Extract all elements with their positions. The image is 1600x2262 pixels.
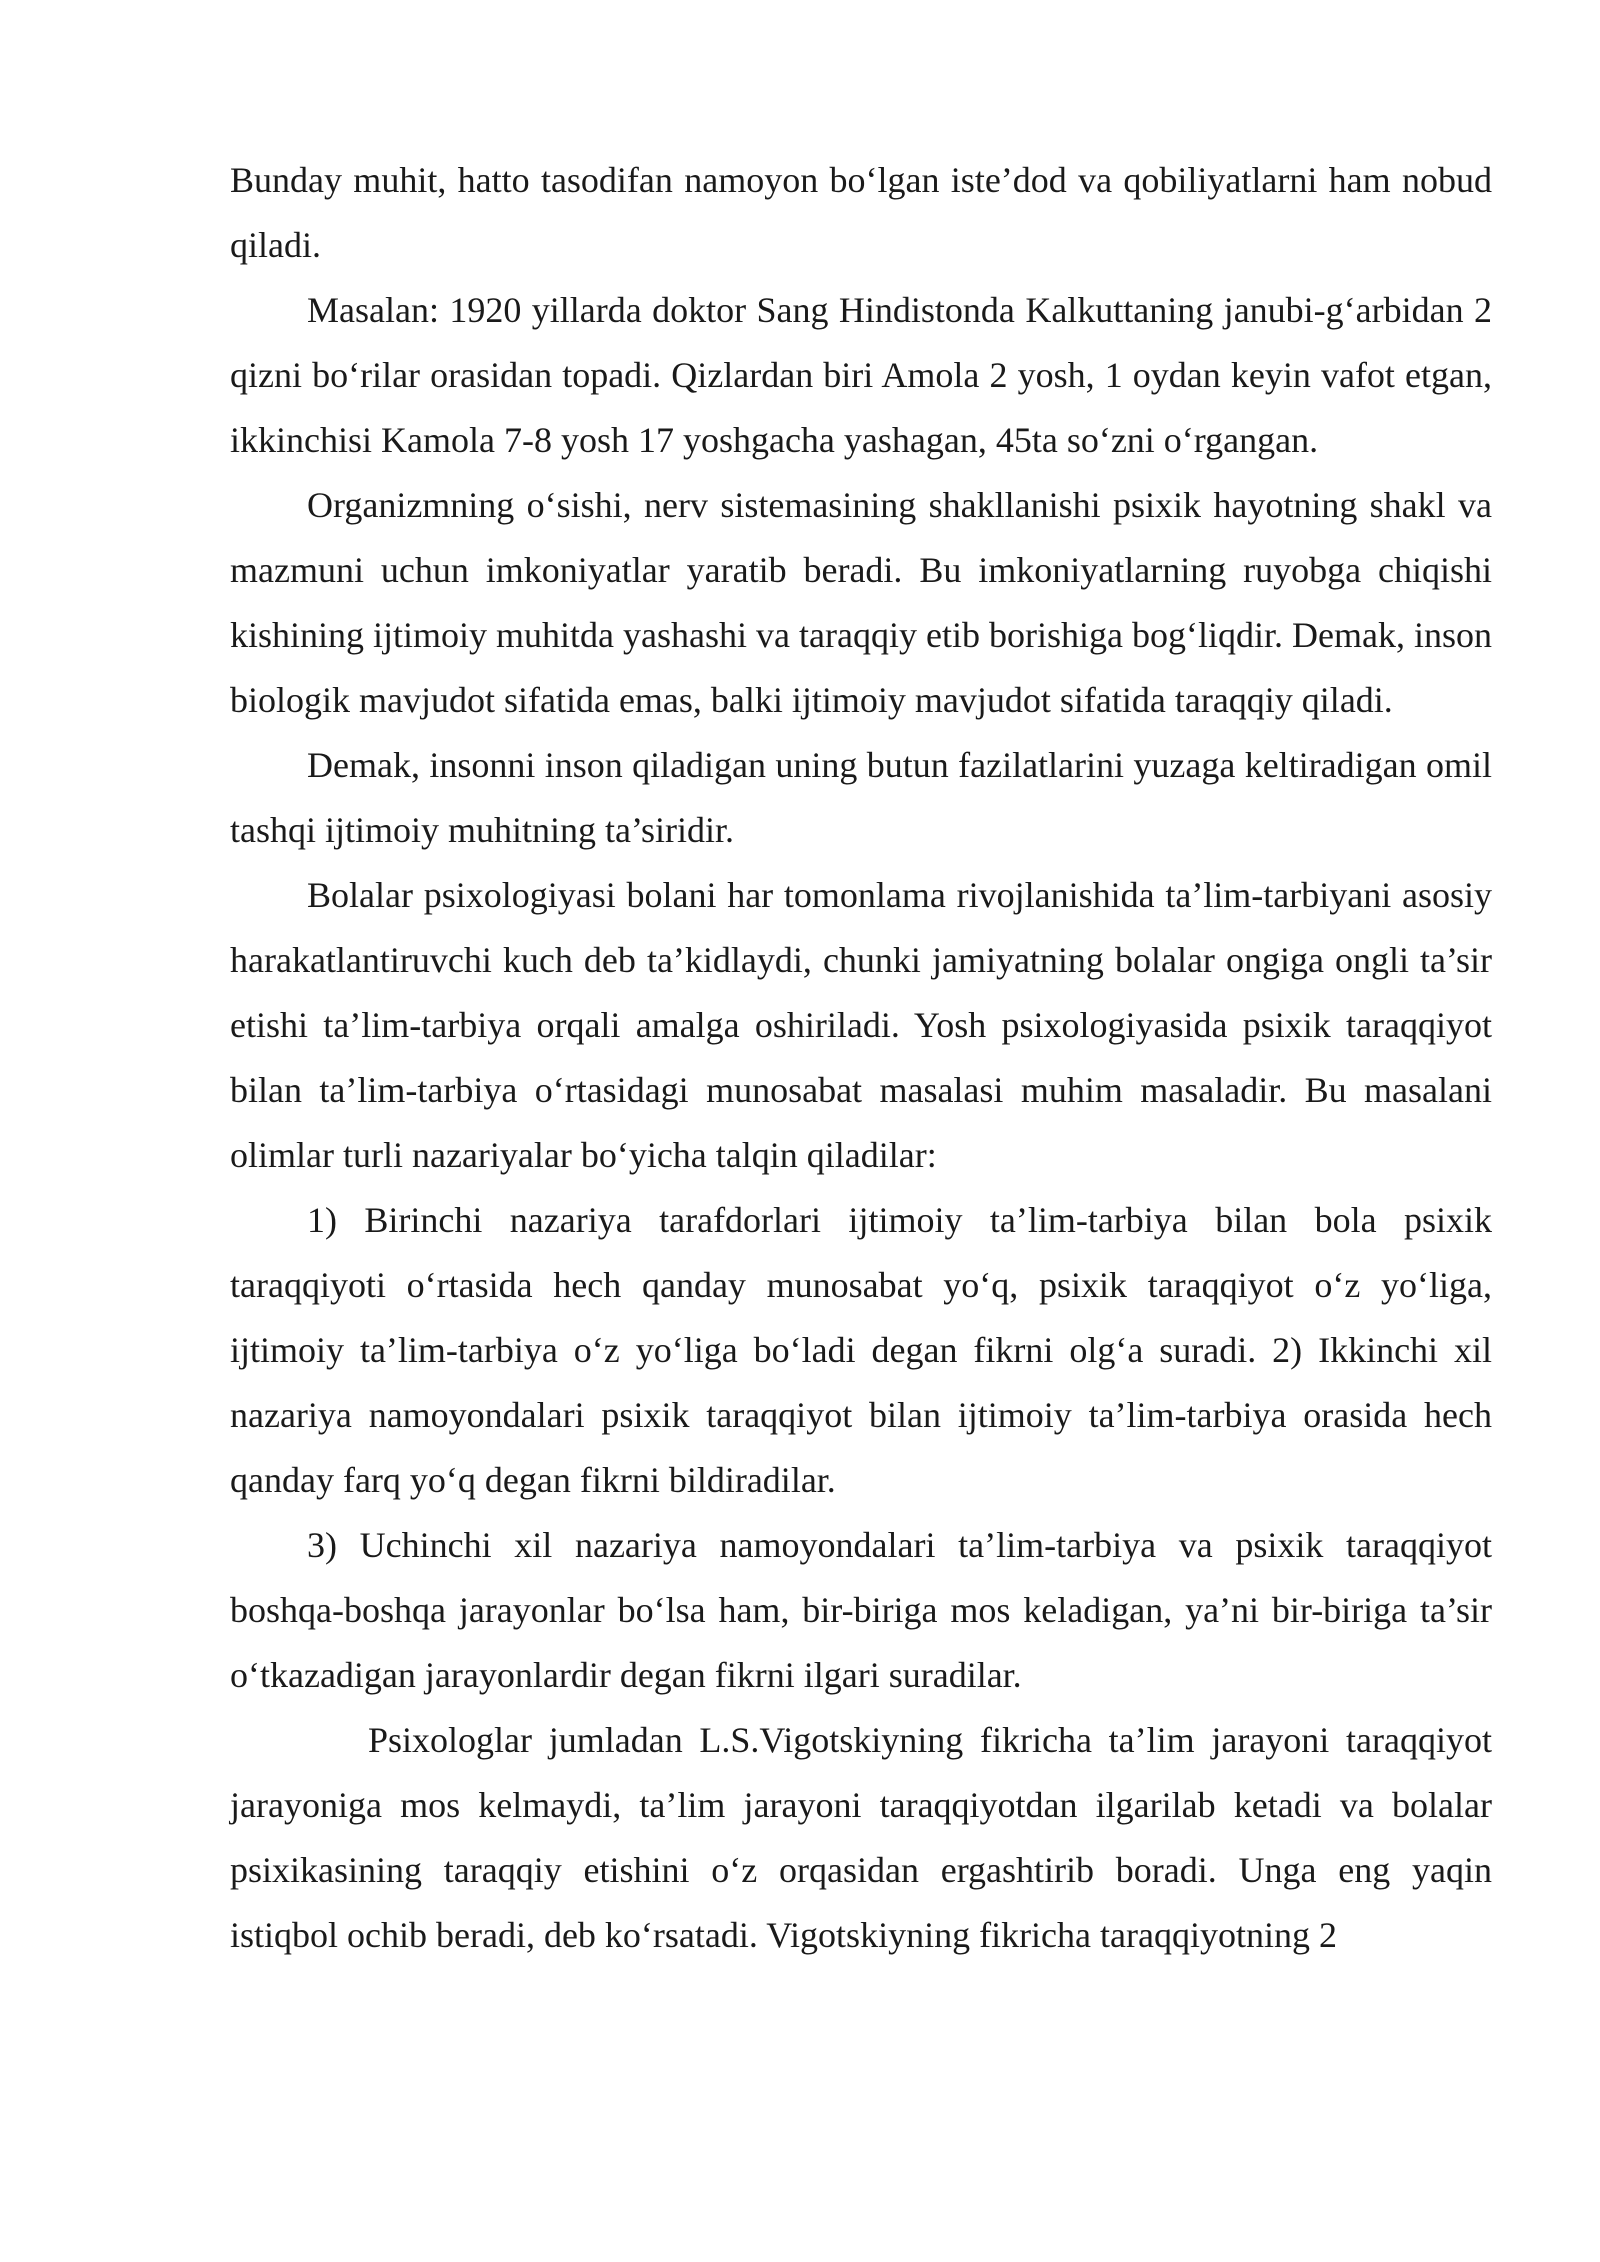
paragraph-1: Bunday muhit, hatto tasodifan namoyon bo‘lgan iste’dod va qobiliyatlarni ham nobud qiladi. — [230, 160, 1492, 265]
document-body — [230, 148, 1492, 1968]
paragraph-6: 1) Birinchi nazariya tarafdorlari ijtimoiy ta’lim-tarbiya bilan bola psixik taraqqiyoti o‘rtasida hech qanday munosabat yo‘q, psixik taraqqiyot o‘z yo‘liga, ijtimoiy ta’lim-tarbiya o‘z yo‘liga bo‘ladi degan fikrni olg‘a suradi. 2) Ikkinchi xil nazariya namoyondalari psixik taraqqiyot bilan ijtimoiy ta’lim-tarbiya orasida hech qanday farq yo‘q degan fikrni bildiradilar. — [230, 1200, 1492, 1500]
paragraph-4: Demak, insonni inson qiladigan uning butun fazilatlarini yuzaga keltiradigan omil tashqi ijtimoiy muhitning ta’siridir. — [230, 745, 1492, 850]
paragraph-8: Psixologlar jumladan L.S.Vigotskiyning fikricha ta’lim jarayoni taraqqiyot jarayoniga mos kelmaydi, ta’lim jarayoni taraqqiyotdan ilgarilab ketadi va bolalar psixikasining taraqqiy etishini o‘z orqasidan ergashtirib boradi. Unga eng yaqin istiqbol ochib beradi, deb ko‘rsatadi. Vigotskiyning fikricha taraqqiyotning 2 — [230, 1720, 1492, 1955]
paragraph-2: Masalan: 1920 yillarda doktor Sang Hindistonda Kalkuttaning janubi-g‘arbidan 2 qizni bo‘rilar orasidan topadi. Qizlardan biri Amola 2 yosh, 1 oydan keyin vafot etgan, ikkinchisi Kamola 7-8 yosh 17 yoshgacha yashagan, 45ta so‘zni o‘rgangan. — [230, 290, 1492, 460]
paragraph-7: 3) Uchinchi xil nazariya namoyondalari ta’lim-tarbiya va psixik taraqqiyot boshqa-boshqa jarayonlar bo‘lsa ham, bir-biriga mos keladigan, ya’ni bir-biriga ta’sir o‘tkazadigan jarayonlardir degan fikrni ilgari suradilar. — [230, 1525, 1492, 1695]
paragraph-3: Organizmning o‘sishi, nerv sistemasining shakllanishi psixik hayotning shakl va mazmuni uchun imkoniyatlar yaratib beradi. Bu imkoniyatlarning ruyobga chiqishi kishining ijtimoiy muhitda yashashi va taraqqiy etib borishiga bog‘liqdir. Demak, inson biologik mavjudot sifatida emas, balki ijtimoiy mavjudot sifatida taraqqiy qiladi. — [230, 485, 1492, 720]
paragraph-5: Bolalar psixologiyasi bolani har tomonlama rivojlanishida ta’lim-tarbiyani asosiy harakatlantiruvchi kuch deb ta’kidlaydi, chunki jamiyatning bolalar ongiga ongli ta’sir etishi ta’lim-tarbiya orqali amalga oshiriladi. Yosh psixologiyasida psixik taraqqiyot bilan ta’lim-tarbiya o‘rtasidagi munosabat masalasi muhim masaladir. Bu masalani olimlar turli nazariyalar bo‘yicha talqin qiladilar: — [230, 875, 1492, 1175]
